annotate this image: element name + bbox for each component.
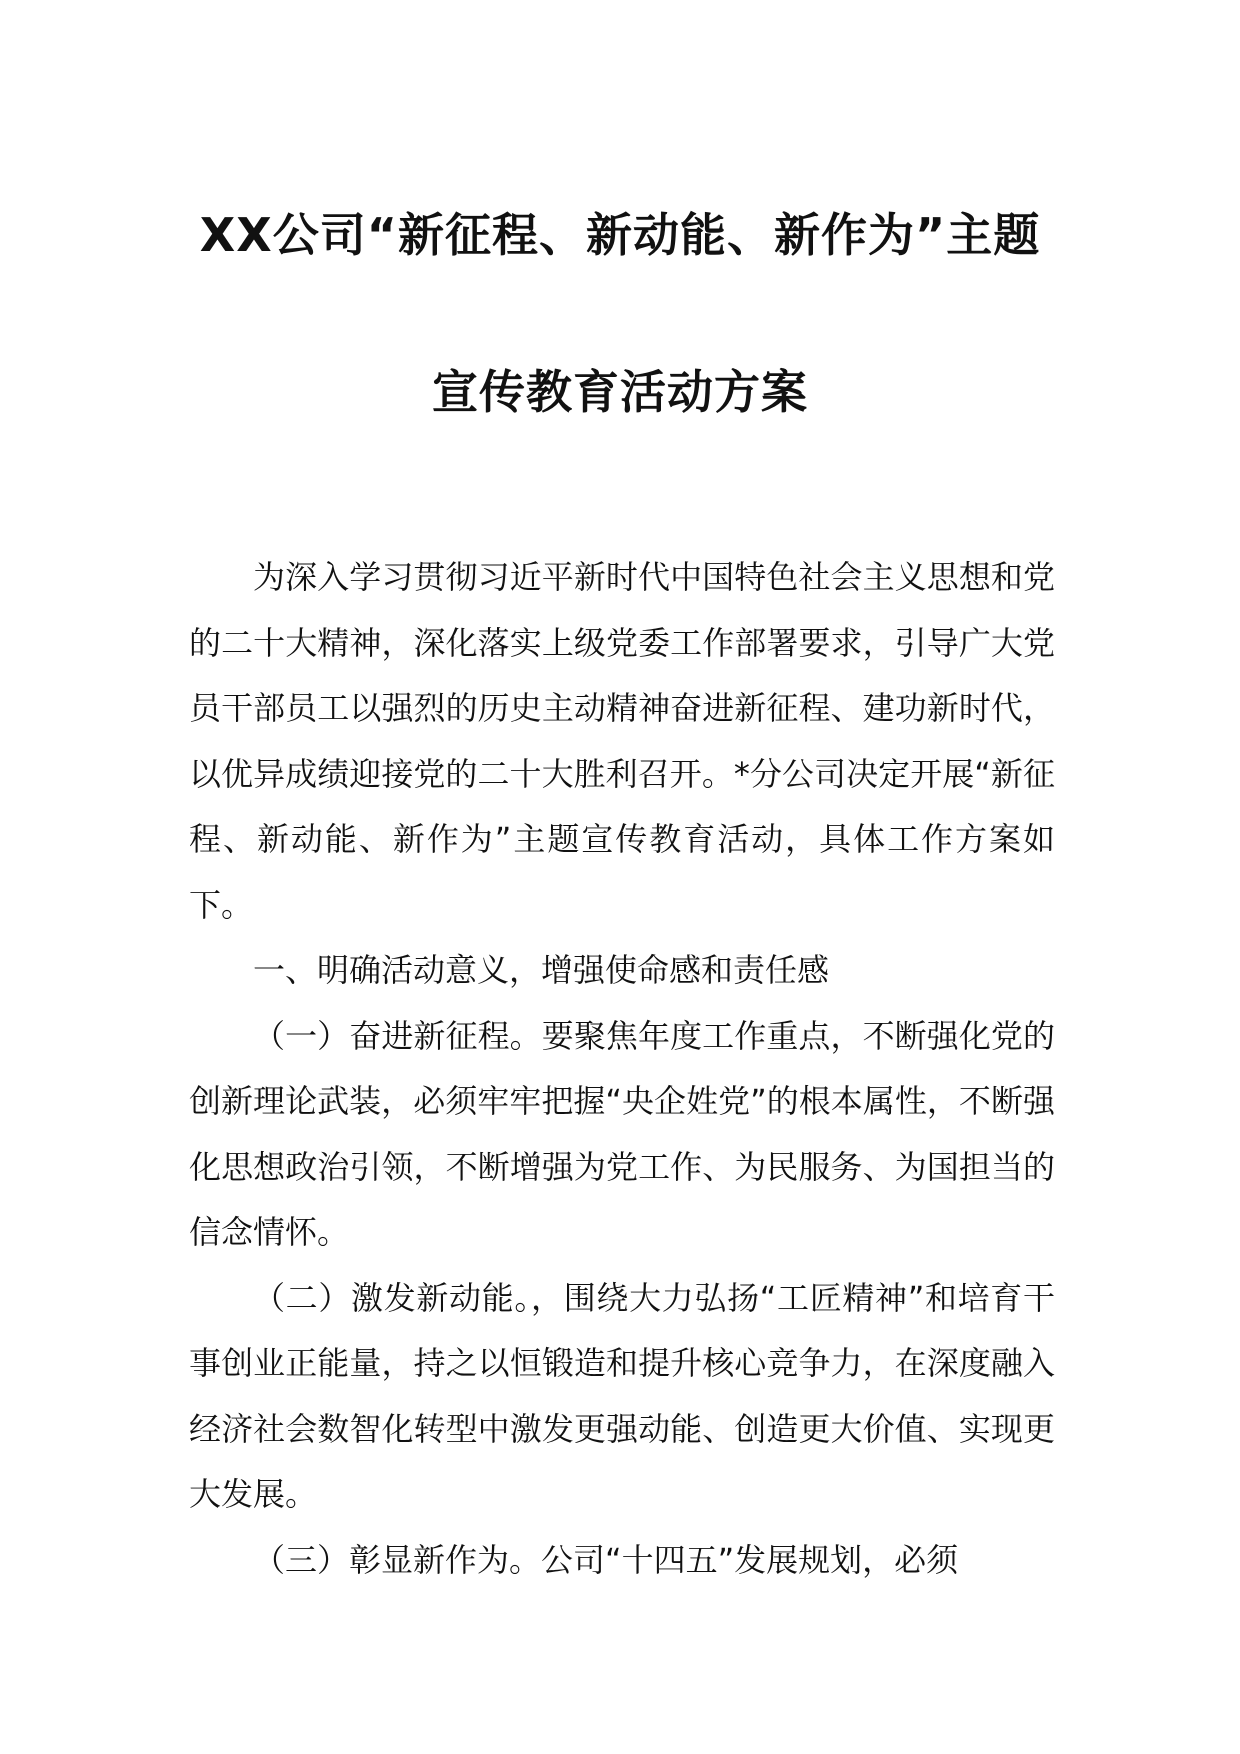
section-heading-1: 一、明确活动意义，增强使命感和责任感 xyxy=(253,951,830,989)
subsection-paragraph-2: （二）激发新动能。，围绕大力弘扬“工匠精神”和培育干事创业正能量，持之以恒锻造和提升核心竞争力，在深度融入经济社会数智化转型中激发更强动能、创造更大价值、实现更大发展。 xyxy=(189,1278,1055,1513)
intro-paragraph: 为深入学习贯彻习近平新时代中国特色社会主义思想和党的二十大精神，深化落实上级党委工作部署要求，引导广大党员干部员工以强烈的历史主动精神奋进新征程、建功新时代，以优异成绩迎接党的二十大胜利召开。*分公司决定开展“新征程、新动能、新作为”主题宣传教育活动，具体工作方案如下。 xyxy=(189,558,1055,924)
document-title-line-1: XX公司“新征程、新动能、新作为”主题 xyxy=(199,208,1041,262)
document-title-line-2: 宣传教育活动方案 xyxy=(432,365,808,419)
subsection-paragraph-3: （三）彰显新作为。公司“十四五”发展规划，必须 xyxy=(253,1540,959,1579)
document-body xyxy=(189,545,1055,1593)
subsection-paragraph-1: （一）奋进新征程。要聚焦年度工作重点，不断强化党的创新理论武装，必须牢牢把握“央企姓党”的根本属性，不断强化思想政治引领，不断增强为党工作、为民服务、为国担当的信念情怀。 xyxy=(189,1016,1055,1251)
